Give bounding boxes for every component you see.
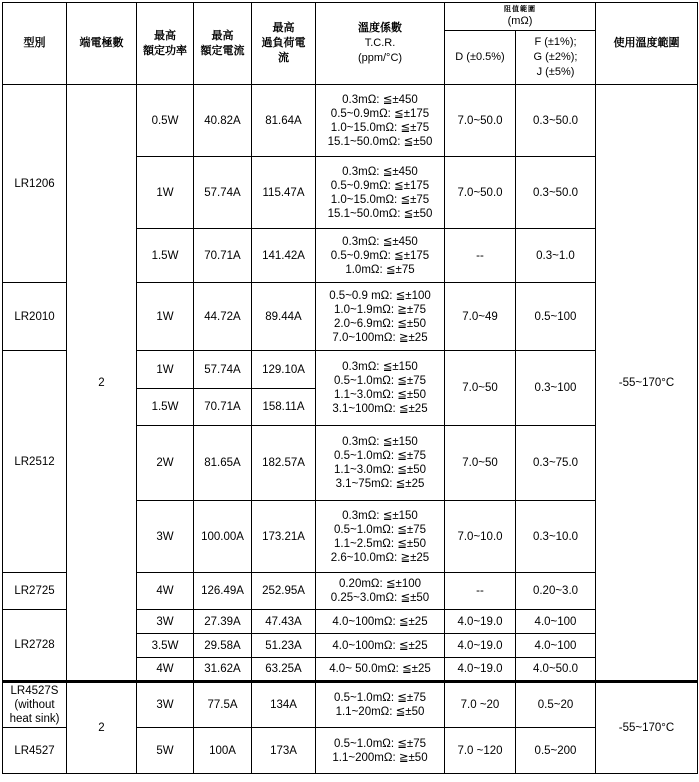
header-row [3,3,698,31]
header-max-overload-line: 過負荷電 [261,37,306,49]
power-cell: 4W [137,658,194,682]
range-fgj-cell: 4.0~100 [516,610,596,634]
power-cell: 3W [137,501,194,573]
current-cell: 31.62A [194,658,252,682]
tcr-line: 0.5~0.9mΩ: ≦±175 [330,107,430,120]
range-d-cell: 7.0~50.0 [445,85,516,157]
header-max-power-line: 額定功率 [143,44,187,57]
overload-cell: 173A [252,728,316,774]
model-line: heat sink) [9,713,60,725]
range-fgj-cell: 4.0~100 [516,634,596,658]
current-cell: 70.71A [194,229,252,283]
power-cell: 2W [137,426,194,501]
power-cell: 1.5W [137,229,194,283]
tcr-line: 0.25~3.0mΩ: ≦±50 [330,592,430,604]
tcr-line: 0.5~1.0mΩ: ≦±75 [334,692,426,704]
tcr-line: 2.6~10.0mΩ: ≧±25 [330,551,430,564]
model-cell: LR2512 [3,351,67,573]
range-fgj-cell: 0.20~3.0 [516,573,596,610]
current-cell: 40.82A [194,85,252,157]
range-fgj-cell: 0.3~75.0 [516,426,596,501]
range-d-cell: -- [445,229,516,283]
tcr-line: 1.0mΩ: ≦±75 [345,263,415,276]
tcr-cell [316,157,445,229]
header-max-power-line: 最高 [154,29,176,42]
range-fgj-cell: 0.5~100 [516,283,596,351]
overload-cell: 134A [252,682,316,728]
tcr-line: 2.0~6.9mΩ: ≦±50 [334,317,426,330]
power-cell: 3W [137,682,194,728]
range-fgj-cell: 0.5~20 [516,682,596,728]
overload-cell: 182.57A [252,426,316,501]
tcr-cell [316,682,445,728]
power-cell: 0.5W [137,85,194,157]
tcr-line: 3.1~75mΩ: ≦±25 [335,478,425,490]
overload-cell: 81.64A [252,85,316,157]
header-range-fgj-line: J (±5%) [536,66,575,78]
model-cell [3,682,67,728]
current-cell: 57.74A [194,157,252,229]
range-d-cell: 7.0~50.0 [445,157,516,229]
tcr-line: 1.1~20mΩ: ≦±50 [335,706,425,718]
power-cell: 1W [137,283,194,351]
tcr-line: 0.3mΩ: ≦±450 [342,235,418,248]
tcr-line: 0.5~1.0mΩ: ≦±75 [334,375,426,387]
tcr-line: 15.1~50.0mΩ: ≦±50 [327,207,433,220]
range-fgj-cell: 4.0~50.0 [516,658,596,682]
range-d-cell: 7.0 ~20 [445,682,516,728]
header-max-current [194,3,252,85]
tcr-line: 0.5~1.0mΩ: ≦±75 [334,523,426,536]
overload-cell: 158.11A [252,389,316,426]
header-tcr-line: 溫度係數 [358,22,402,34]
header-max-overload-line: 最高 [272,22,295,34]
overload-cell: 115.47A [252,157,316,229]
model-cell: LR2010 [3,283,67,351]
model-line: LR4527S [10,685,59,697]
header-tcr-line: T.C.R. [364,37,396,49]
header-model: 型別 [3,3,67,85]
model-line: (without [14,699,55,711]
tcr-line: 0.5~1.0mΩ: ≦±75 [334,450,426,462]
table-row [3,85,698,157]
tcr-line: 1.1~3.0mΩ: ≦±50 [334,389,426,401]
tcr-line: 0.3mΩ: ≦±150 [342,361,418,373]
power-cell: 3W [137,610,194,634]
tcr-cell [316,573,445,610]
current-cell: 77.5A [194,682,252,728]
header-range-fgj-line: G (±2%); [533,51,578,63]
tcr-line: 3.1~100mΩ: ≦±25 [332,403,428,415]
model-cell: LR1206 [3,85,67,283]
current-cell: 100A [194,728,252,774]
model-cell: LR2725 [3,573,67,610]
header-range-fgj-line: F (±1%); [534,36,577,48]
current-cell: 100.00A [194,501,252,573]
tcr-line: 0.3mΩ: ≦±150 [342,436,418,448]
tcr-line: 0.5~1.0mΩ: ≦±75 [334,737,426,750]
range-fgj-cell: 0.3~50.0 [516,85,596,157]
current-cell: 126.49A [194,573,252,610]
tcr-line: 0.5~0.9 mΩ: ≦±100 [329,289,431,302]
table-row [3,682,698,728]
range-d-cell: 7.0~10.0 [445,501,516,573]
tcr-cell: 4.0~100mΩ: ≦±25 [316,634,445,658]
power-cell: 5W [137,728,194,774]
tcr-line: 1.1~200mΩ: ≧±50 [332,751,428,764]
tcr-line: 7.0~100mΩ: ≧±25 [332,331,428,344]
power-cell: 4W [137,573,194,610]
tcr-line: 1.1~2.5mΩ: ≦±50 [334,537,426,550]
header-terminals: 端電極數 [67,3,137,85]
tcr-cell [316,283,445,351]
temp-cell: -55~170°C [596,682,698,774]
range-d-cell: 7.0~50 [445,426,516,501]
current-cell: 70.71A [194,389,252,426]
header-max-current-line: 最高 [211,29,234,42]
header-operating-temp: 使用溫度範圍 [596,3,698,85]
tcr-line: 0.3mΩ: ≦±450 [342,93,418,106]
header-tcr [316,3,445,85]
header-range-unit: (mΩ) [507,14,533,27]
tcr-cell: 4.0~ 50.0mΩ: ≦±25 [316,658,445,682]
current-cell: 81.65A [194,426,252,501]
resistor-spec-table [2,2,698,774]
range-fgj-cell: 0.3~50.0 [516,157,596,229]
range-fgj-cell: 0.3~100 [516,351,596,426]
power-cell: 1.5W [137,389,194,426]
overload-cell: 141.42A [252,229,316,283]
overload-cell: 89.44A [252,283,316,351]
terminals-cell: 2 [67,85,137,682]
tcr-line: 1.0~15.0mΩ: ≦±75 [330,193,430,206]
header-resistance-range [445,3,596,31]
overload-cell: 173.21A [252,501,316,573]
tcr-cell [316,426,445,501]
range-fgj-cell: 0.5~200 [516,728,596,774]
model-cell: LR2728 [3,610,67,682]
model-cell: LR4527 [3,728,67,774]
range-d-cell: 4.0~19.0 [445,610,516,634]
range-fgj-cell: 0.3~10.0 [516,501,596,573]
overload-cell: 51.23A [252,634,316,658]
tcr-cell [316,501,445,573]
current-cell: 27.39A [194,610,252,634]
tcr-line: 0.5~0.9mΩ: ≦±175 [330,249,430,262]
terminals-cell: 2 [67,682,137,774]
current-cell: 44.72A [194,283,252,351]
power-cell: 3.5W [137,634,194,658]
range-d-cell: 4.0~19.0 [445,658,516,682]
range-d-cell: 4.0~19.0 [445,634,516,658]
tcr-line: 15.1~50.0mΩ: ≦±50 [327,135,433,148]
power-cell: 1W [137,157,194,229]
tcr-line: 1.1~3.0mΩ: ≦±50 [334,464,426,476]
tcr-line: 0.3mΩ: ≦±450 [342,165,418,178]
tcr-cell [316,229,445,283]
range-fgj-cell: 0.3~1.0 [516,229,596,283]
tcr-line: 1.0~1.9mΩ: ≧±75 [334,303,426,316]
tcr-line: 0.20mΩ: ≦±100 [338,578,422,590]
overload-cell: 129.10A [252,351,316,389]
header-max-power [137,3,194,85]
overload-cell: 47.43A [252,610,316,634]
overload-cell: 63.25A [252,658,316,682]
tcr-cell [316,351,445,426]
header-range-fgj [516,31,596,85]
tcr-line: 0.3mΩ: ≦±150 [342,509,418,522]
range-d-cell: -- [445,573,516,610]
tcr-cell: 4.0~100mΩ: ≦±25 [316,610,445,634]
header-range-title: 阻值範圍 [504,5,536,13]
tcr-line: 0.5~0.9mΩ: ≦±175 [330,179,430,192]
overload-cell: 252.95A [252,573,316,610]
tcr-line: 1.0~15.0mΩ: ≦±75 [330,121,430,134]
tcr-cell [316,728,445,774]
header-range-d: D (±0.5%) [445,31,516,85]
range-d-cell: 7.0~49 [445,283,516,351]
tcr-cell [316,85,445,157]
range-d-cell: 7.0~50 [445,351,516,426]
temp-cell: -55~170°C [596,85,698,682]
current-cell: 29.58A [194,634,252,658]
current-cell: 57.74A [194,351,252,389]
power-cell: 1W [137,351,194,389]
header-max-overload [252,3,316,85]
header-tcr-line: (ppm/°C) [357,52,403,64]
header-max-overload-line: 流 [278,52,289,64]
range-d-cell: 7.0 ~120 [445,728,516,774]
header-max-current-line: 額定電流 [200,44,245,57]
